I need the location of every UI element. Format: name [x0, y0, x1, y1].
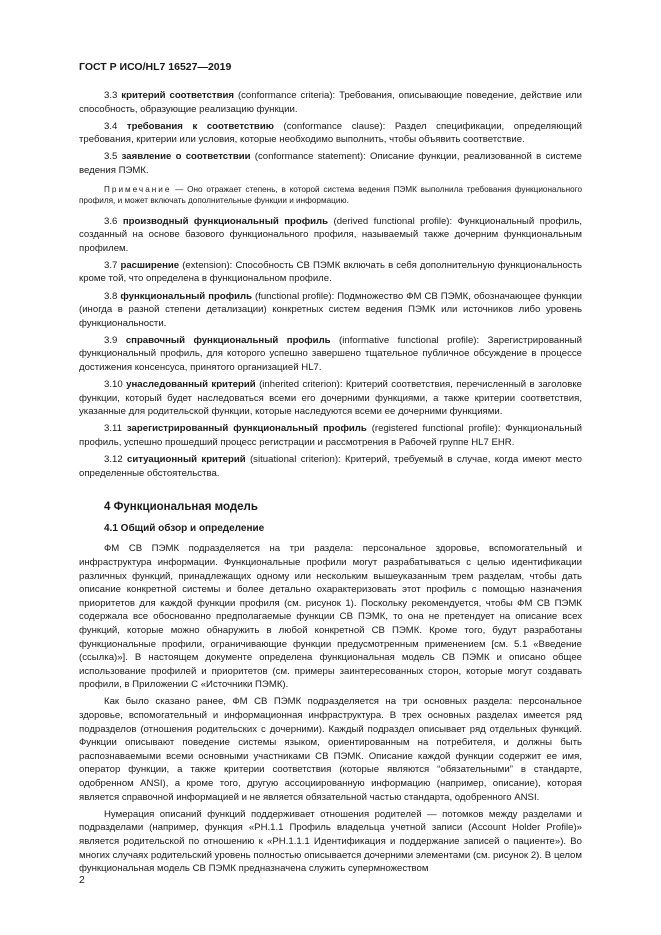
definition-3-11: 3.11 зарегистрированный функциональный профиль (registered functional profile): Функциональный профиль, успешно прошедший процесс регистрации и рассмотрения в Рабочей группе HL7 EHR. — [79, 423, 582, 448]
term: заявление о соответствии — [121, 151, 251, 163]
term: ситуационный критерий — [127, 454, 246, 466]
term: функциональный профиль — [120, 290, 252, 302]
definition-3-6: 3.6 производный функциональный профиль (derived functional profile): Функциональный профиль, созданный на основе базового функционального профиля, называемый также дочерним функциональным профилем. — [79, 215, 583, 254]
term: зарегистрированный функциональный профиль — [126, 423, 367, 435]
page-number: 2 — [79, 874, 85, 886]
body-paragraph: Нумерация описаний функций поддерживает отношения родителей — потомков между разделами и подразделами (например, функция «PH.1.1 Профиль владельца учетной записи (Account Holder Profile)» является родительской по отношению к «PH.1.1.1 Идентификация и поддержание записей о пациенте»). Во многих случаях родительский уровень полностью описывается дочерними элементами (см. рисунок 2). В целом функциональная модель СВ ПЭМК предназначена служить супермножеством — [79, 808, 582, 875]
definition-3-5: 3.5 заявление о соответствии (conformance statement): Описание функции, реализованной в системе ведения ПЭМК. — [79, 151, 582, 176]
term: расширение — [120, 259, 180, 271]
definition-3-8: 3.8 функциональный профиль (functional profile): Подмножество ФМ СВ ПЭМК, обозначающее функции (иногда в разной степени детализации) конкретных систем ведения ПЭМК или источников либо уровень функциональности. — [79, 290, 582, 329]
body-paragraph: ФМ СВ ПЭМК подразделяется на три раздела: персональное здоровье, вспомогательный и инфраструктура информации. Функциональные профили могут разрабатываться с целью идентификации различных функций, принадлежащих одному или нескольким вышеуказанным трем разделам, чтобы дать описание конкретной системы и более детально охарактеризовать этот профиль с помощью назначения приоритетов для каждой функции профиля (см. рисунок 1). Поскольку рекомендуется, чтобы ФМ СВ ПЭМК содержала все обоснованно предполагаемые функции СВ ПЭМК, то она не претендует на описание всех функций, которые можно обнаружить в любой конкретной СВ ПЭМК. Кроме того, будут разработаны функциональные профили, ограничивающие функции предусмотренным применением [см. 5.1 «Введение (ссылка)»]. В настоящем документе определена функциональная модель СВ ПЭМК и описано общее использование профилей и приоритетов (см. примеры заинтересованных сторон, которые могут создавать профили, в Приложении С «Источники ПЭМК). — [79, 543, 582, 691]
definition-3-10: 3.10 унаследованный критерий (inherited criterion): Критерий соответствия, перечисленный в заголовке функции, который будет наследоваться всеми его дочерними функциями, а также критерии соответствия, указанные для родительской функции, которые наследуются всеми ее дочерними функциями. — [79, 379, 582, 418]
definition-3-3: 3.3 критерий соответствия (conformance criteria): Требования, описывающие поведение, действие или способность, образующие реализацию функции. — [79, 90, 582, 115]
document-header: ГОСТ Р ИСО/HL7 16527—2019 — [79, 61, 232, 73]
definition-3-7: 3.7 расширение (extension): Способность СВ ПЭМК включать в себя дополнительную функциональность кроме той, что определена в функциональном профиле. — [79, 259, 582, 285]
term: требования к соответствию — [126, 120, 274, 132]
term: критерий соответствия — [121, 90, 234, 101]
term: производный функциональный профиль — [122, 215, 329, 227]
definition-3-12: 3.12 ситуационный критерий (situational criterion): Критерий, требуемый в случае, когда имеют место определенные обстоятельства. — [79, 454, 583, 479]
definition-3-9: 3.9 справочный функциональный профиль (informative functional profile): Зарегистрированный функциональный профиль, для которого успешно завершено тщательное публичное обсуждение в процессе достижения консенсуса, принятого организацией HL7. — [79, 334, 582, 373]
section-heading-4-1: 4.1 Общий обзор и определение — [104, 522, 265, 534]
note-label: Примечание — [104, 184, 172, 194]
term: справочный функциональный профиль — [125, 334, 331, 346]
body-paragraph: Как было сказано ранее, ФМ СВ ПЭМК подразделяется на три основных раздела: персональное здоровье, вспомогательный и информационная инфраструктура. В трех основных разделах имеется ряд подразделов (отношения родительских с дочерними). Каждый подраздел описывает ряд отдельных функций. Функции описывают поведение системы языком, ориентированным на потребителя, и должны быть распознаваемыми всеми основными участниками СВ ПЭМК. Описание каждой функции содержит ее имя, оператор функции, а также критерии соответствия (которые являются “обязательными” в стандарте, одобренном ANSI), а кроме того, другую ассоциированную информацию (например, описание), которая является справочной информацией и не является обязательной частью стандарта, одобренного ANSI. — [79, 696, 582, 803]
page-content — [79, 89, 582, 879]
term: унаследованный критерий — [126, 379, 256, 391]
definition-3-4: 3.4 требования к соответствию (conformance clause): Раздел спецификации, определяющий требования, критерии или условия, которые необходимо выполнить, чтобы объявить соответствие. — [79, 120, 582, 146]
note: Примечание — Оно отражает степень, в которой система ведения ПЭМК выполнила требования функционального профиля, и может включать дополнительные функции и информацию. — [79, 184, 582, 206]
section-heading-4: 4 Функциональная модель — [104, 501, 258, 514]
